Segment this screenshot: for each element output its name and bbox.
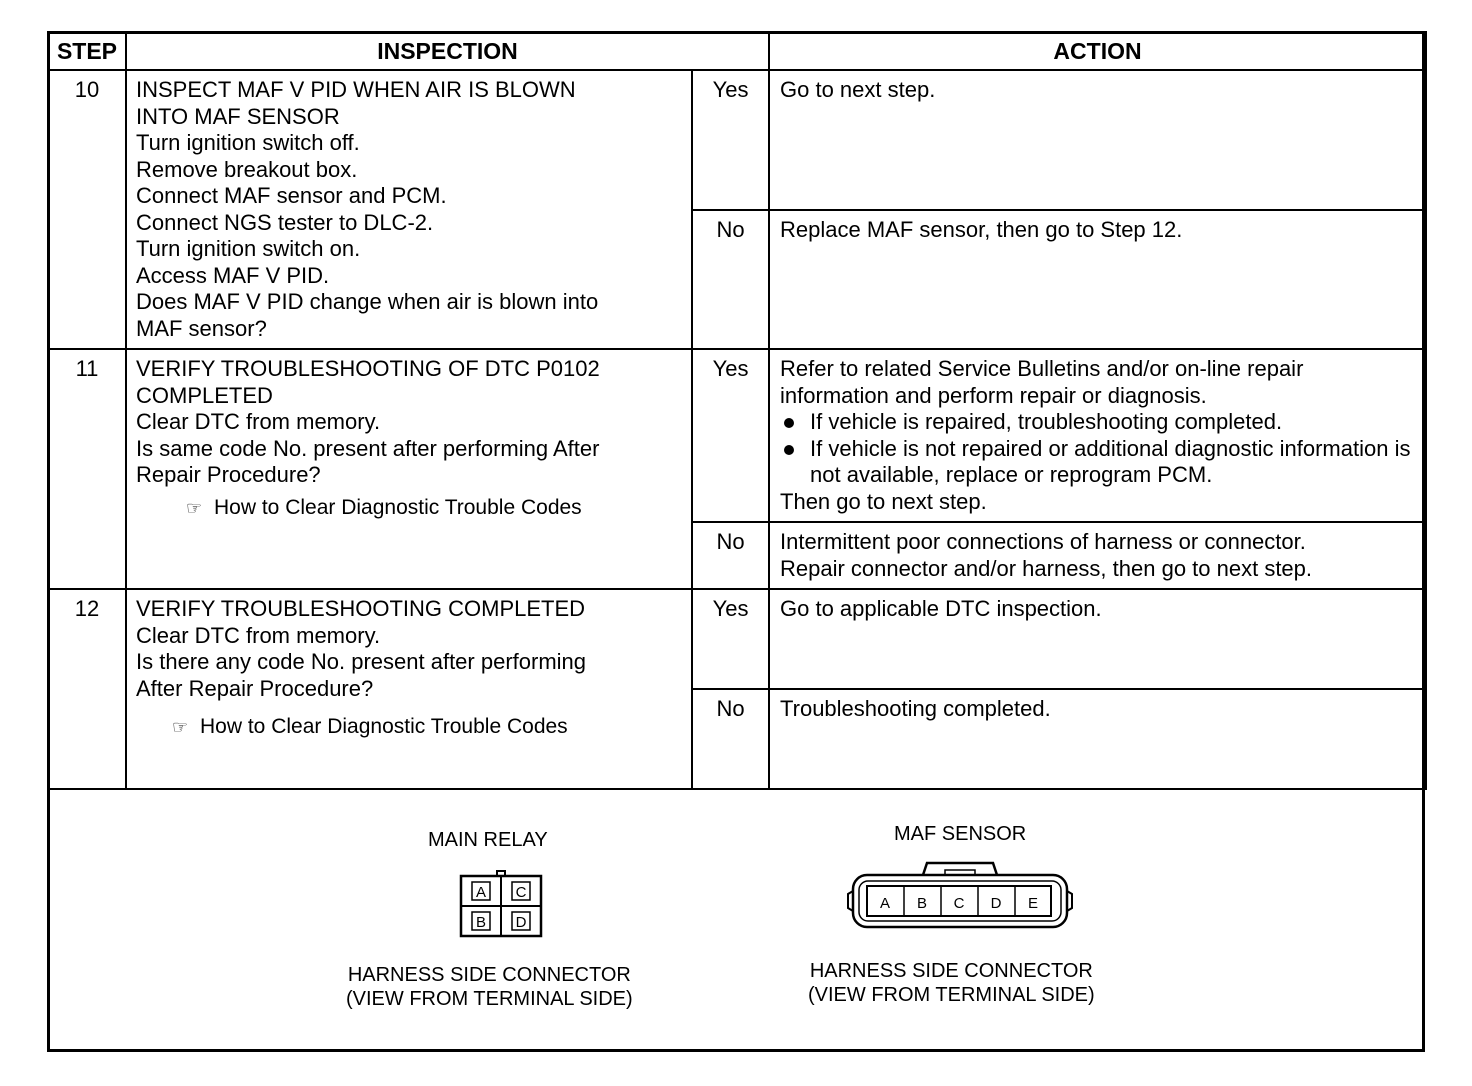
reference-label: How to Clear Diagnostic Trouble Codes bbox=[214, 495, 582, 519]
header-action: ACTION bbox=[769, 32, 1426, 70]
inspection-line: Access MAF V PID. bbox=[136, 262, 330, 288]
action-line: information and perform repair or diagnosis. bbox=[780, 382, 1207, 408]
inspection-cell bbox=[126, 70, 692, 349]
action-line: Go to next step. bbox=[780, 77, 936, 102]
action-line: Troubleshooting completed. bbox=[780, 696, 1051, 721]
table-row bbox=[48, 589, 1426, 689]
caption-line: HARNESS SIDE CONNECTOR bbox=[809, 960, 1093, 982]
terminal-label: E bbox=[1027, 895, 1039, 912]
caption-line: (VIEW FROM TERMINAL SIDE) bbox=[808, 984, 1095, 1006]
table-row bbox=[48, 349, 1426, 522]
terminal-label: C bbox=[953, 895, 965, 912]
no-label: No bbox=[692, 522, 769, 589]
terminal-label: D bbox=[990, 895, 1002, 912]
yes-label: Yes bbox=[692, 70, 769, 210]
connector-diagram-area bbox=[50, 781, 1422, 1049]
maf-sensor-connector-icon bbox=[845, 857, 1075, 937]
reference-link[interactable] bbox=[136, 714, 683, 741]
table-header-row bbox=[48, 32, 1426, 70]
step-number: 10 bbox=[48, 70, 126, 349]
inspection-title: INSPECT MAF V PID WHEN AIR IS BLOWN bbox=[136, 77, 576, 102]
action-bullet: If vehicle is repaired, troubleshooting completed. bbox=[780, 409, 1417, 436]
step-number: 12 bbox=[48, 589, 126, 789]
action-line: Then go to next step. bbox=[780, 488, 987, 514]
step-number: 11 bbox=[48, 349, 126, 589]
action-line: Go to applicable DTC inspection. bbox=[780, 596, 1102, 621]
caption-line: (VIEW FROM TERMINAL SIDE) bbox=[346, 988, 633, 1010]
action-line: Replace MAF sensor, then go to Step 12. bbox=[780, 216, 1183, 242]
action-line: Repair connector and/or harness, then go to next step. bbox=[780, 555, 1313, 581]
maf-sensor-caption bbox=[808, 959, 1095, 1007]
terminal-label: C bbox=[515, 884, 527, 901]
yes-label: Yes bbox=[692, 349, 769, 522]
reference-label: How to Clear Diagnostic Trouble Codes bbox=[200, 715, 568, 738]
inspection-line: Repair Procedure? bbox=[136, 462, 321, 487]
terminal-label: B bbox=[916, 895, 928, 912]
inspection-line: MAF sensor? bbox=[136, 315, 267, 341]
main-relay-caption bbox=[346, 963, 633, 1011]
inspection-line: Turn ignition switch on. bbox=[136, 236, 361, 261]
maf-sensor-title: MAF SENSOR bbox=[894, 823, 1027, 845]
header-step: STEP bbox=[48, 32, 126, 70]
action-line: Intermittent poor connections of harness or connector. bbox=[780, 529, 1306, 554]
inspection-line: Turn ignition switch off. bbox=[136, 130, 360, 155]
reference-link[interactable] bbox=[136, 495, 683, 522]
caption-line: HARNESS SIDE CONNECTOR bbox=[347, 964, 631, 986]
header-inspection: INSPECTION bbox=[126, 32, 769, 70]
inspection-line: Remove breakout box. bbox=[136, 156, 358, 182]
inspection-line: Clear DTC from memory. bbox=[136, 409, 381, 434]
no-label: No bbox=[692, 210, 769, 350]
inspection-cell bbox=[126, 349, 692, 589]
inspection-line: Connect MAF sensor and PCM. bbox=[136, 183, 447, 208]
no-action bbox=[769, 522, 1426, 589]
inspection-line: Does MAF V PID change when air is blown into bbox=[136, 289, 599, 314]
inspection-title: VERIFY TROUBLESHOOTING COMPLETED bbox=[136, 596, 586, 621]
pointing-hand-icon: ☞ bbox=[172, 717, 189, 737]
no-action bbox=[769, 210, 1426, 350]
inspection-line: Is there any code No. present after performing bbox=[136, 649, 587, 674]
inspection-title: VERIFY TROUBLESHOOTING OF DTC P0102 bbox=[136, 356, 600, 381]
terminal-label: A bbox=[475, 884, 487, 901]
inspection-title: COMPLETED bbox=[136, 382, 273, 408]
main-relay-connector-icon bbox=[455, 869, 547, 941]
troubleshooting-table bbox=[47, 31, 1427, 790]
no-action bbox=[769, 689, 1426, 789]
yes-label: Yes bbox=[692, 589, 769, 689]
no-label: No bbox=[692, 689, 769, 789]
main-relay-title: MAIN RELAY bbox=[428, 829, 548, 851]
inspection-cell bbox=[126, 589, 692, 789]
inspection-line: Is same code No. present after performing After bbox=[136, 435, 600, 461]
action-bullet: If vehicle is not repaired or additional diagnostic information is not available, replace or reprogram PCM. bbox=[780, 436, 1417, 489]
yes-action bbox=[769, 70, 1426, 210]
action-line: Refer to related Service Bulletins and/or on-line repair bbox=[780, 356, 1304, 381]
inspection-title: INTO MAF SENSOR bbox=[136, 103, 340, 129]
inspection-line: Connect NGS tester to DLC-2. bbox=[136, 209, 434, 235]
yes-action bbox=[769, 349, 1426, 522]
inspection-line: After Repair Procedure? bbox=[136, 675, 374, 701]
inspection-line: Clear DTC from memory. bbox=[136, 622, 381, 648]
yes-action bbox=[769, 589, 1426, 689]
terminal-label: A bbox=[879, 895, 891, 912]
pointing-hand-icon: ☞ bbox=[186, 497, 203, 518]
table-row bbox=[48, 70, 1426, 210]
terminal-label: D bbox=[515, 914, 527, 931]
terminal-label: B bbox=[475, 914, 487, 931]
